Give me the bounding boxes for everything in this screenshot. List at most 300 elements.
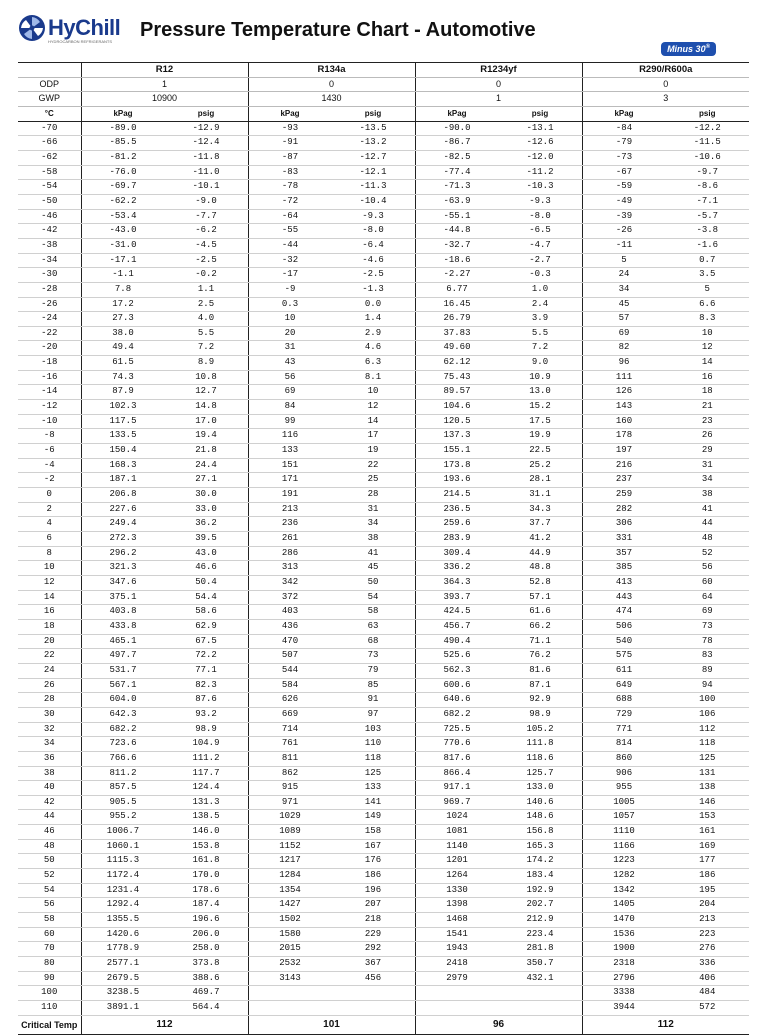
kpag-cell: -78 <box>248 180 332 195</box>
kpag-cell: 259 <box>582 488 666 503</box>
psig-cell: 41.2 <box>499 532 583 547</box>
kpag-cell: 143 <box>582 400 666 415</box>
temp-cell: 0 <box>18 488 81 503</box>
kpag-cell: 567.1 <box>81 678 165 693</box>
critical-temp-value: 112 <box>582 1015 749 1034</box>
kpag-cell: 193.6 <box>415 473 499 488</box>
psig-cell: 177 <box>666 854 750 869</box>
gwp-value: 10900 <box>81 92 248 107</box>
kpag-cell: 309.4 <box>415 546 499 561</box>
gwp-value: 3 <box>582 92 749 107</box>
kpag-unit: kPag <box>415 106 499 121</box>
kpag-cell: 1282 <box>582 869 666 884</box>
refrigerant-name: R134a <box>248 63 415 78</box>
kpag-cell: 237 <box>582 473 666 488</box>
kpag-cell: -62.2 <box>81 194 165 209</box>
psig-cell: 169 <box>666 839 750 854</box>
psig-cell: -9.0 <box>165 194 249 209</box>
table-row <box>18 385 749 400</box>
kpag-cell: 336.2 <box>415 561 499 576</box>
psig-cell <box>499 1001 583 1016</box>
kpag-cell: 3238.5 <box>81 986 165 1001</box>
psig-cell: 170.0 <box>165 869 249 884</box>
psig-cell: 149 <box>332 810 416 825</box>
table-row <box>18 268 749 283</box>
temp-cell: 70 <box>18 942 81 957</box>
table-row <box>18 312 749 327</box>
kpag-unit: kPag <box>81 106 165 121</box>
table-row <box>18 898 749 913</box>
table-row <box>18 913 749 928</box>
psig-cell: 111.2 <box>165 751 249 766</box>
psig-cell: 212.9 <box>499 913 583 928</box>
psig-cell: -12.9 <box>165 121 249 136</box>
kpag-cell: 413 <box>582 575 666 590</box>
kpag-cell: 770.6 <box>415 737 499 752</box>
table-row <box>18 165 749 180</box>
temp-cell: -24 <box>18 312 81 327</box>
kpag-cell: 1057 <box>582 810 666 825</box>
kpag-cell: 544 <box>248 663 332 678</box>
kpag-cell: 347.6 <box>81 575 165 590</box>
kpag-cell: 6.77 <box>415 282 499 297</box>
kpag-cell: 1115.3 <box>81 854 165 869</box>
psig-cell: 50 <box>332 575 416 590</box>
psig-cell: 133 <box>332 781 416 796</box>
table-row <box>18 209 749 224</box>
psig-cell: 31 <box>666 458 750 473</box>
psig-cell: -12.4 <box>165 136 249 151</box>
psig-cell: 27.1 <box>165 473 249 488</box>
kpag-cell: 443 <box>582 590 666 605</box>
psig-cell: 213 <box>666 913 750 928</box>
kpag-cell: -85.5 <box>81 136 165 151</box>
temp-cell: 50 <box>18 854 81 869</box>
kpag-cell: 1536 <box>582 927 666 942</box>
kpag-cell: 915 <box>248 781 332 796</box>
kpag-cell: 1231.4 <box>81 883 165 898</box>
kpag-cell: 49.60 <box>415 341 499 356</box>
psig-cell: 12 <box>666 341 750 356</box>
temp-cell: -38 <box>18 238 81 253</box>
psig-cell: 69 <box>666 605 750 620</box>
psig-cell: 12.7 <box>165 385 249 400</box>
psig-cell: -8.6 <box>666 180 750 195</box>
kpag-cell: 1005 <box>582 795 666 810</box>
psig-cell: 92.9 <box>499 693 583 708</box>
psig-cell: 432.1 <box>499 971 583 986</box>
psig-unit: psig <box>666 106 750 121</box>
kpag-cell: 433.8 <box>81 619 165 634</box>
kpag-cell: 906 <box>582 766 666 781</box>
psig-cell: 133.0 <box>499 781 583 796</box>
temp-cell: -4 <box>18 458 81 473</box>
psig-cell: 118.6 <box>499 751 583 766</box>
psig-cell: -11.5 <box>666 136 750 151</box>
kpag-cell: 584 <box>248 678 332 693</box>
table-row <box>18 649 749 664</box>
psig-cell: 195 <box>666 883 750 898</box>
psig-cell: 34 <box>332 517 416 532</box>
kpag-cell: 1580 <box>248 927 332 942</box>
kpag-cell: 497.7 <box>81 649 165 664</box>
pressure-temperature-table <box>18 62 749 1035</box>
kpag-cell: -77.4 <box>415 165 499 180</box>
psig-cell: 36.2 <box>165 517 249 532</box>
kpag-cell: -86.7 <box>415 136 499 151</box>
psig-unit: psig <box>499 106 583 121</box>
psig-cell: 17 <box>332 429 416 444</box>
psig-cell: 196 <box>332 883 416 898</box>
kpag-cell: 917.1 <box>415 781 499 796</box>
kpag-cell: 682.2 <box>81 722 165 737</box>
psig-cell: -11.8 <box>165 150 249 165</box>
kpag-cell: 1292.4 <box>81 898 165 913</box>
temp-cell: 16 <box>18 605 81 620</box>
kpag-cell: 206.8 <box>81 488 165 503</box>
psig-cell: 100 <box>666 693 750 708</box>
psig-cell: 29 <box>666 444 750 459</box>
table-row <box>18 517 749 532</box>
psig-cell: 76.2 <box>499 649 583 664</box>
logo <box>18 14 120 42</box>
psig-cell: 22 <box>332 458 416 473</box>
kpag-cell: -17 <box>248 268 332 283</box>
kpag-cell: 811 <box>248 751 332 766</box>
table-row <box>18 634 749 649</box>
kpag-cell: 191 <box>248 488 332 503</box>
kpag-cell: 3944 <box>582 1001 666 1016</box>
psig-cell: 24.4 <box>165 458 249 473</box>
psig-cell: -3.8 <box>666 224 750 239</box>
kpag-cell: 1900 <box>582 942 666 957</box>
psig-cell: 167 <box>332 839 416 854</box>
temp-cell: 60 <box>18 927 81 942</box>
kpag-cell: 116 <box>248 429 332 444</box>
kpag-cell: -79 <box>582 136 666 151</box>
psig-cell: -9.3 <box>332 209 416 224</box>
table-row <box>18 224 749 239</box>
psig-cell: 14 <box>332 414 416 429</box>
kpag-cell: 272.3 <box>81 532 165 547</box>
kpag-cell: 216 <box>582 458 666 473</box>
psig-cell <box>499 986 583 1001</box>
kpag-cell: 669 <box>248 707 332 722</box>
temp-cell: 44 <box>18 810 81 825</box>
kpag-cell <box>415 986 499 1001</box>
temp-cell: 6 <box>18 532 81 547</box>
kpag-cell: 102.3 <box>81 400 165 415</box>
temp-cell: -22 <box>18 326 81 341</box>
psig-cell: 72.2 <box>165 649 249 664</box>
psig-cell: 207 <box>332 898 416 913</box>
psig-cell: 125 <box>666 751 750 766</box>
psig-cell: 174.2 <box>499 854 583 869</box>
psig-cell: 229 <box>332 927 416 942</box>
kpag-cell: 729 <box>582 707 666 722</box>
kpag-cell: -91 <box>248 136 332 151</box>
kpag-cell: 1006.7 <box>81 825 165 840</box>
psig-cell: 57.1 <box>499 590 583 605</box>
kpag-cell: 506 <box>582 619 666 634</box>
psig-cell: 10.9 <box>499 370 583 385</box>
kpag-cell: 811.2 <box>81 766 165 781</box>
psig-cell: 89 <box>666 663 750 678</box>
psig-cell: 8.1 <box>332 370 416 385</box>
kpag-cell: 1081 <box>415 825 499 840</box>
kpag-cell: 236 <box>248 517 332 532</box>
psig-cell: 34 <box>666 473 750 488</box>
table-row <box>18 341 749 356</box>
psig-cell: 138.5 <box>165 810 249 825</box>
kpag-cell: 96 <box>582 356 666 371</box>
kpag-cell: 470 <box>248 634 332 649</box>
kpag-cell: 1166 <box>582 839 666 854</box>
psig-cell: -12.7 <box>332 150 416 165</box>
psig-cell: 564.4 <box>165 1001 249 1016</box>
psig-cell: 58 <box>332 605 416 620</box>
table-row <box>18 370 749 385</box>
kpag-cell: -32.7 <box>415 238 499 253</box>
kpag-cell: 173.8 <box>415 458 499 473</box>
table-row <box>18 927 749 942</box>
table-row <box>18 180 749 195</box>
kpag-cell: 761 <box>248 737 332 752</box>
critical-temp-row <box>18 1015 749 1034</box>
psig-cell: -1.3 <box>332 282 416 297</box>
psig-cell: 30.0 <box>165 488 249 503</box>
table-row <box>18 707 749 722</box>
kpag-cell: -59 <box>582 180 666 195</box>
kpag-cell: 171 <box>248 473 332 488</box>
temp-cell: 10 <box>18 561 81 576</box>
table-row <box>18 502 749 517</box>
kpag-cell: -87 <box>248 150 332 165</box>
psig-cell <box>332 1001 416 1016</box>
psig-cell: 97 <box>332 707 416 722</box>
table-row <box>18 297 749 312</box>
odp-label: ODP <box>18 77 81 92</box>
psig-cell: 41 <box>666 502 750 517</box>
temp-cell: 28 <box>18 693 81 708</box>
kpag-cell: 2318 <box>582 957 666 972</box>
kpag-cell: -83 <box>248 165 332 180</box>
kpag-cell: 126 <box>582 385 666 400</box>
psig-cell: 6.6 <box>666 297 750 312</box>
kpag-cell: 1029 <box>248 810 332 825</box>
kpag-cell: 99 <box>248 414 332 429</box>
temp-cell: 18 <box>18 619 81 634</box>
kpag-cell: 866.4 <box>415 766 499 781</box>
kpag-cell: -26 <box>582 224 666 239</box>
psig-cell: 77.1 <box>165 663 249 678</box>
kpag-cell: 133 <box>248 444 332 459</box>
kpag-cell: 1089 <box>248 825 332 840</box>
psig-cell: -11.3 <box>332 180 416 195</box>
kpag-cell: 600.6 <box>415 678 499 693</box>
psig-cell: 183.4 <box>499 869 583 884</box>
psig-cell: 48.8 <box>499 561 583 576</box>
psig-cell: -4.7 <box>499 238 583 253</box>
psig-cell: -8.0 <box>499 209 583 224</box>
psig-cell: 33.0 <box>165 502 249 517</box>
kpag-cell: -72 <box>248 194 332 209</box>
kpag-cell: 1778.9 <box>81 942 165 957</box>
kpag-cell: 261 <box>248 532 332 547</box>
table-row <box>18 839 749 854</box>
temp-cell: -70 <box>18 121 81 136</box>
temp-cell: -14 <box>18 385 81 400</box>
kpag-cell: -67 <box>582 165 666 180</box>
kpag-cell: 1342 <box>582 883 666 898</box>
kpag-cell: 2679.5 <box>81 971 165 986</box>
psig-cell: 14 <box>666 356 750 371</box>
kpag-cell: 62.12 <box>415 356 499 371</box>
kpag-cell: 117.5 <box>81 414 165 429</box>
table-row <box>18 605 749 620</box>
kpag-cell: 1060.1 <box>81 839 165 854</box>
fan-logo-icon <box>18 14 46 42</box>
psig-cell: 117.7 <box>165 766 249 781</box>
psig-cell: 48 <box>666 532 750 547</box>
gwp-value: 1430 <box>248 92 415 107</box>
psig-cell: 98.9 <box>165 722 249 737</box>
kpag-cell: 34 <box>582 282 666 297</box>
table-row <box>18 971 749 986</box>
psig-cell: 34.3 <box>499 502 583 517</box>
kpag-cell: 1420.6 <box>81 927 165 942</box>
kpag-cell: 1152 <box>248 839 332 854</box>
critical-temp-value: 101 <box>248 1015 415 1034</box>
psig-unit: psig <box>332 106 416 121</box>
kpag-cell: 17.2 <box>81 297 165 312</box>
temp-cell: -18 <box>18 356 81 371</box>
kpag-cell: 1140 <box>415 839 499 854</box>
temp-cell: 26 <box>18 678 81 693</box>
kpag-cell: 26.79 <box>415 312 499 327</box>
temp-cell: 48 <box>18 839 81 854</box>
table-row <box>18 575 749 590</box>
psig-cell: 146 <box>666 795 750 810</box>
psig-cell: 10 <box>666 326 750 341</box>
kpag-cell: 313 <box>248 561 332 576</box>
kpag-cell: 1405 <box>582 898 666 913</box>
badge-mark: ® <box>705 44 710 50</box>
kpag-cell: 331 <box>582 532 666 547</box>
kpag-cell: -53.4 <box>81 209 165 224</box>
psig-cell: 87.1 <box>499 678 583 693</box>
psig-cell: 367 <box>332 957 416 972</box>
psig-cell: 281.8 <box>499 942 583 957</box>
refrigerant-name: R1234yf <box>415 63 582 78</box>
temp-cell: -50 <box>18 194 81 209</box>
kpag-cell: 213 <box>248 502 332 517</box>
kpag-cell: 1217 <box>248 854 332 869</box>
psig-cell: 14.8 <box>165 400 249 415</box>
psig-cell: 3.9 <box>499 312 583 327</box>
psig-cell: 105.2 <box>499 722 583 737</box>
psig-cell: 131 <box>666 766 750 781</box>
kpag-cell: 357 <box>582 546 666 561</box>
kpag-cell: 69 <box>248 385 332 400</box>
page-title: Pressure Temperature Chart - Automotive <box>140 19 536 41</box>
psig-cell: 81.6 <box>499 663 583 678</box>
psig-cell: 21 <box>666 400 750 415</box>
psig-cell: 73 <box>666 619 750 634</box>
psig-cell: 406 <box>666 971 750 986</box>
psig-cell: 63 <box>332 619 416 634</box>
psig-cell: 17.0 <box>165 414 249 429</box>
psig-cell: 13.0 <box>499 385 583 400</box>
kpag-cell: 862 <box>248 766 332 781</box>
temp-cell: 34 <box>18 737 81 752</box>
temp-cell: -30 <box>18 268 81 283</box>
corner-cell <box>18 63 81 78</box>
kpag-cell: 306 <box>582 517 666 532</box>
psig-cell: 7.2 <box>165 341 249 356</box>
kpag-cell: 364.3 <box>415 575 499 590</box>
kpag-cell: 465.1 <box>81 634 165 649</box>
psig-cell: 28 <box>332 488 416 503</box>
temp-cell: 8 <box>18 546 81 561</box>
odp-value: 0 <box>415 77 582 92</box>
kpag-cell: -84 <box>582 121 666 136</box>
temp-cell: 110 <box>18 1001 81 1016</box>
psig-cell: 52.8 <box>499 575 583 590</box>
table-row <box>18 429 749 444</box>
kpag-cell: 151 <box>248 458 332 473</box>
brand-tagline: HYDROCARBON REFRIGERANTS <box>48 39 113 44</box>
psig-cell: -10.1 <box>165 180 249 195</box>
psig-cell: 388.6 <box>165 971 249 986</box>
psig-cell: 58.6 <box>165 605 249 620</box>
kpag-cell: 649 <box>582 678 666 693</box>
psig-cell <box>332 986 416 1001</box>
psig-cell: 8.3 <box>666 312 750 327</box>
kpag-cell: 766.6 <box>81 751 165 766</box>
kpag-cell: 1024 <box>415 810 499 825</box>
psig-cell: 10 <box>332 385 416 400</box>
kpag-cell: 38.0 <box>81 326 165 341</box>
kpag-cell: 75.43 <box>415 370 499 385</box>
kpag-cell: 2796 <box>582 971 666 986</box>
psig-cell: 98.9 <box>499 707 583 722</box>
kpag-cell: -2.27 <box>415 268 499 283</box>
kpag-cell: 490.4 <box>415 634 499 649</box>
psig-cell: 103 <box>332 722 416 737</box>
kpag-cell: -76.0 <box>81 165 165 180</box>
temp-cell: -26 <box>18 297 81 312</box>
temp-cell: 40 <box>18 781 81 796</box>
temp-cell: 2 <box>18 502 81 517</box>
psig-cell: 83 <box>666 649 750 664</box>
kpag-cell: -69.7 <box>81 180 165 195</box>
kpag-cell: -31.0 <box>81 238 165 253</box>
psig-cell: 0.7 <box>666 253 750 268</box>
table-row <box>18 693 749 708</box>
kpag-cell: 531.7 <box>81 663 165 678</box>
temp-cell: -20 <box>18 341 81 356</box>
psig-cell: 336 <box>666 957 750 972</box>
temp-cell: 42 <box>18 795 81 810</box>
kpag-cell: 725.5 <box>415 722 499 737</box>
table-row <box>18 883 749 898</box>
psig-cell: 192.9 <box>499 883 583 898</box>
temp-cell: 12 <box>18 575 81 590</box>
temp-cell: 100 <box>18 986 81 1001</box>
kpag-cell: -44.8 <box>415 224 499 239</box>
psig-cell: -12.2 <box>666 121 750 136</box>
